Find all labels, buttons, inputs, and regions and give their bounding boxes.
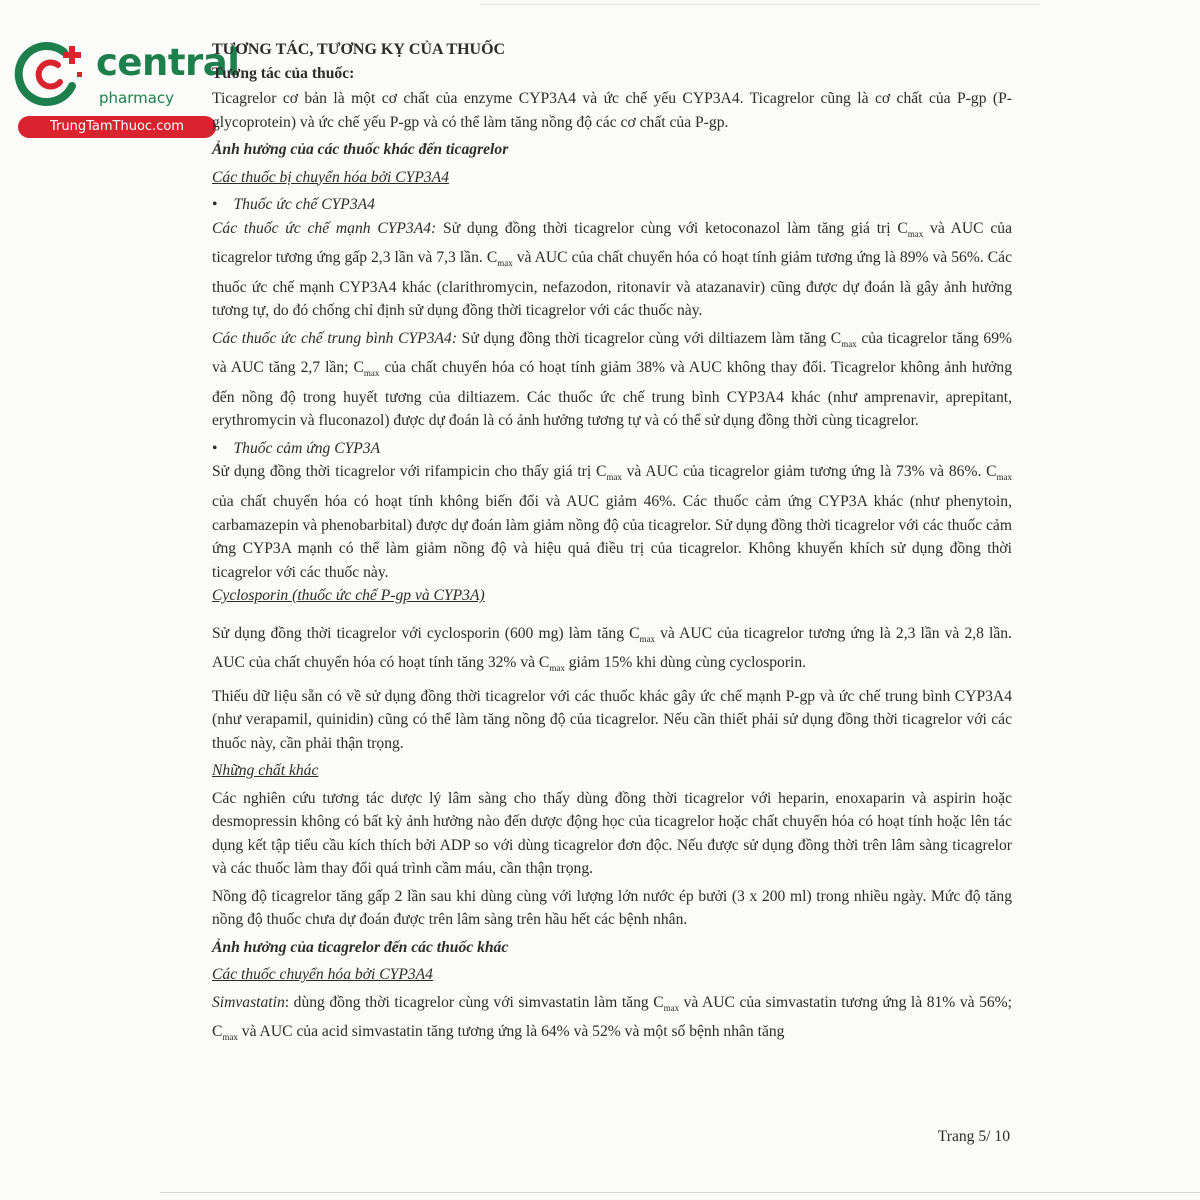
brand-url-badge[interactable]: TrungTamThuoc.com xyxy=(18,116,216,138)
scan-edge-bottom xyxy=(160,1192,1200,1193)
scan-edge-top xyxy=(480,4,1040,5)
brand-name: central xyxy=(96,41,240,84)
heading-ticagrelor-effect: Ảnh hưởng của ticagrelor đến các thuốc khác xyxy=(212,938,509,956)
central-pharmacy-logo-icon xyxy=(14,38,86,110)
paragraph-other-substances: Các nghiên cứu tương tác dược lý lâm sàng cho thấy dùng đồng thời ticagrelor với heparin, enoxaparin và aspirin hoặc desmopressin không có bất kỳ ảnh hưởng nào đến dược động học của ticagrelor hoặc chất chuyển hóa có hoạt tính hoặc lên tác dụng kết tập tiểu cầu kích thích bởi ADP so với dùng ticagrelor đơn độc. Nếu được sử dụng đồng thời trên lâm sàng ticagrelor và các thuốc làm thay đổi quá trình cầm máu, cần thận trọng. xyxy=(212,789,1012,878)
paragraph-cyclosporin: Sử dụng đồng thời ticagrelor với cyclosporin (600 mg) làm tăng $C_{max}$ và AUC của ticagrelor tương ứng là 2,3 lần và 2,8 lần. AUC của chất chuyển hóa có hoạt tính tăng 32% và $C_{max}$ giảm 15% khi dùng cùng cyclosporin. xyxy=(212,624,1012,674)
heading-other-drugs-effect: Ảnh hưởng của các thuốc khác đến ticagrelor xyxy=(212,141,509,158)
lead-strong-inhibitors: Các thuốc ức chế mạnh CYP3A4: xyxy=(212,219,437,237)
paragraph-moderate-inhibitors: Các thuốc ức chế trung bình CYP3A4: Sử dụng đồng thời ticagrelor cùng với diltiazem làm tăng $C_{max}$ của ticagrelor tăng 69% và AUC tăng 2,7 lần; $C_{max}$ của chất chuyển hóa có hoạt tính giảm 38% và AUC không thay đổi. Ticagrelor không ảnh hưởng đến nồng độ trong huyết tương của diltiazem. Các thuốc ức chế trung bình CYP3A4 khác (như amprenavir, aprepitant, erythromycin và fluconazol) được dự đoán là có ảnh hưởng tương tự và có thể sử dụng đồng thời cùng ticagrelor. xyxy=(212,329,1012,430)
subheading-cyp3a4-drugs: Các thuốc chuyển hóa bởi CYP3A4 xyxy=(212,966,433,984)
subheading-cyp3a4-metabolized: Các thuốc bị chuyển hóa bởi CYP3A4 xyxy=(212,168,449,186)
paragraph-simvastatin: Simvastatin: dùng đồng thời ticagrelor cùng với simvastatin làm tăng $C_{max}$ và AUC của simvastatin tương ứng là 81% và 56%; $C_{max}$ và AUC của acid simvastatin tăng tương ứng là 64% và 52% và một số bệnh nhân tăng xyxy=(212,993,1012,1043)
section-title: TƯƠNG TÁC, TƯƠNG KỴ CỦA THUỐC xyxy=(212,41,506,58)
paragraph-lack-of-data: Thiếu dữ liệu sẵn có về sử dụng đồng thời ticagrelor với các thuốc khác gây ức chế mạnh P-gp và ức chế trung bình CYP3A4 (như verapamil, quinidin) cũng có thể làm tăng nồng độ của ticagrelor. Nếu cần thiết phải sử dụng đồng thời ticagrelor với các thuốc này, cần phải thận trọng. xyxy=(212,687,1012,752)
page-number: Trang 5/ 10 xyxy=(937,1128,1010,1145)
bullet-cyp3a4-inhibitors: • Thuốc ức chế CYP3A4 xyxy=(212,193,1012,217)
paragraph-grapefruit: Nồng độ ticagrelor tăng gấp 2 lần sau khi dùng cùng với lượng lớn nước ép bưởi (3 x 200 ml) trong nhiều ngày. Mức độ tăng nồng độ thuốc chưa dự đoán được trên lâm sàng trên hầu hết các bệnh nhân. xyxy=(212,887,1012,929)
paragraph-strong-inhibitors: Các thuốc ức chế mạnh CYP3A4: Sử dụng đồng thời ticagrelor cùng với ketoconazol làm tăng giá trị $C_{max}$ và AUC của ticagrelor tương ứng gấp 2,3 lần và 7,3 lần. $C_{max}$ và AUC của chất chuyển hóa có hoạt tính giảm tương ứng là 89% và 56%. Các thuốc ức chế mạnh CYP3A4 khác (clarithromycin, nefazodon, ritonavir và atazanavir) cũng được dự đoán là gây ảnh hưởng tương tự, do đó chống chỉ định sử dụng đồng thời ticagrelor với các thuốc này. xyxy=(212,219,1012,320)
subheading-other-substances: Những chất khác xyxy=(212,762,319,780)
lead-moderate-inhibitors: Các thuốc ức chế trung bình CYP3A4: xyxy=(212,329,458,347)
paragraph-inducers: Sử dụng đồng thời ticagrelor với rifampicin cho thấy giá trị $C_{max}$ và AUC của ticagrelor giảm tương ứng là 73% và 86%. $C_{max}$ của chất chuyển hóa có hoạt tính không biến đổi và AUC giảm 46%. Các thuốc cảm ứng CYP3A khác (như phenytoin, carbamazepin và phenobarbital) được dự đoán làm giảm nồng độ của ticagrelor. Sử dụng đồng thời ticagrelor với các thuốc cảm ứng CYP3A mạnh có thể làm giảm nồng độ và hiệu quả điều trị của ticagrelor. Không khuyến khích sử dụng đồng thời ticagrelor với các thuốc này. xyxy=(212,463,1013,581)
bullet-cyp3a-inducers: • Thuốc cảm ứng CYP3A xyxy=(212,437,1012,461)
lead-simvastatin: Simvastatin xyxy=(212,993,285,1011)
document-body xyxy=(212,38,1012,1050)
subheading-cyclosporin: Cyclosporin (thuốc ức chế P-gp và CYP3A) xyxy=(212,587,485,605)
section-subtitle: Tương tác của thuốc: xyxy=(212,64,355,82)
brand-sub: pharmacy xyxy=(99,89,175,107)
intro-paragraph: Ticagrelor cơ bản là một cơ chất của enzyme CYP3A4 và ức chế yếu CYP3A4. Ticagrelor cũng là cơ chất của P-gp (P-glycoprotein) và ức chế yếu P-gp và có thể làm tăng nồng độ các cơ chất của P-gp. xyxy=(212,90,1012,131)
brand-logo xyxy=(8,36,240,136)
